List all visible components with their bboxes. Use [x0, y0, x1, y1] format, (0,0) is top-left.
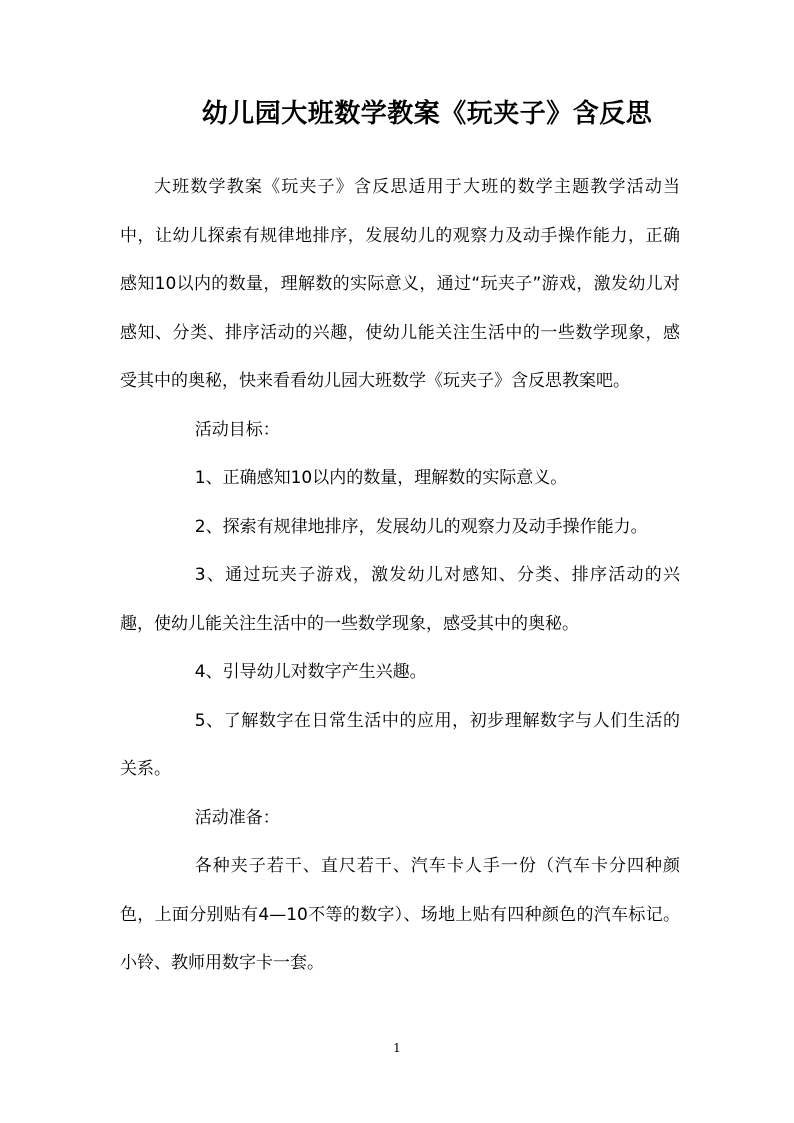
page-number: 1 [393, 1041, 401, 1055]
objective-item-1: 1、正确感知10以内的数量，理解数的实际意义。 [194, 468, 568, 488]
document-body [120, 163, 680, 988]
objective-item-5: 5、了解数字在日常生活中的应用，初步理解数字与人们生活的关系。 [120, 710, 680, 779]
document-title: 幼儿园大班数学教案《玩夹子》含反思 [201, 99, 653, 129]
objective-item-3: 3、通过玩夹子游戏，激发幼儿对感知、分类、排序活动的兴趣，使幼儿能关注生活中的一些数学现象，感受其中的奥秘。 [120, 565, 680, 634]
objective-item-2: 2、探索有规律地排序，发展幼儿的观察力及动手操作能力。 [194, 516, 648, 537]
intro-paragraph: 大班数学教案《玩夹子》含反思适用于大班的数学主题教学活动当中，让幼儿探索有规律地排序，发展幼儿的观察力及动手操作能力，正确感知10以内的数量，理解数的实际意义，通过“玩夹子”游戏，激发幼儿对感知、分类、排序活动的兴趣，使幼儿能关注生活中的一些数学现象，感受其中的奥秘，快来看看幼儿园大班数学《玩夹子》含反思教案吧。 [120, 177, 680, 391]
preparation-paragraph: 各种夹子若干、直尺若干、汽车卡人手一份（汽车卡分四种颜色，上面分别贴有4—10不等的数字）、场地上贴有四种颜色的汽车标记。小铃、教师用数字卡一套。 [120, 856, 680, 973]
objective-item-4: 4、引导幼儿对数字产生兴趣。 [194, 662, 427, 682]
section-heading-preparation: 活动准备： [194, 807, 280, 828]
section-heading-objectives: 活动目标： [194, 419, 280, 440]
